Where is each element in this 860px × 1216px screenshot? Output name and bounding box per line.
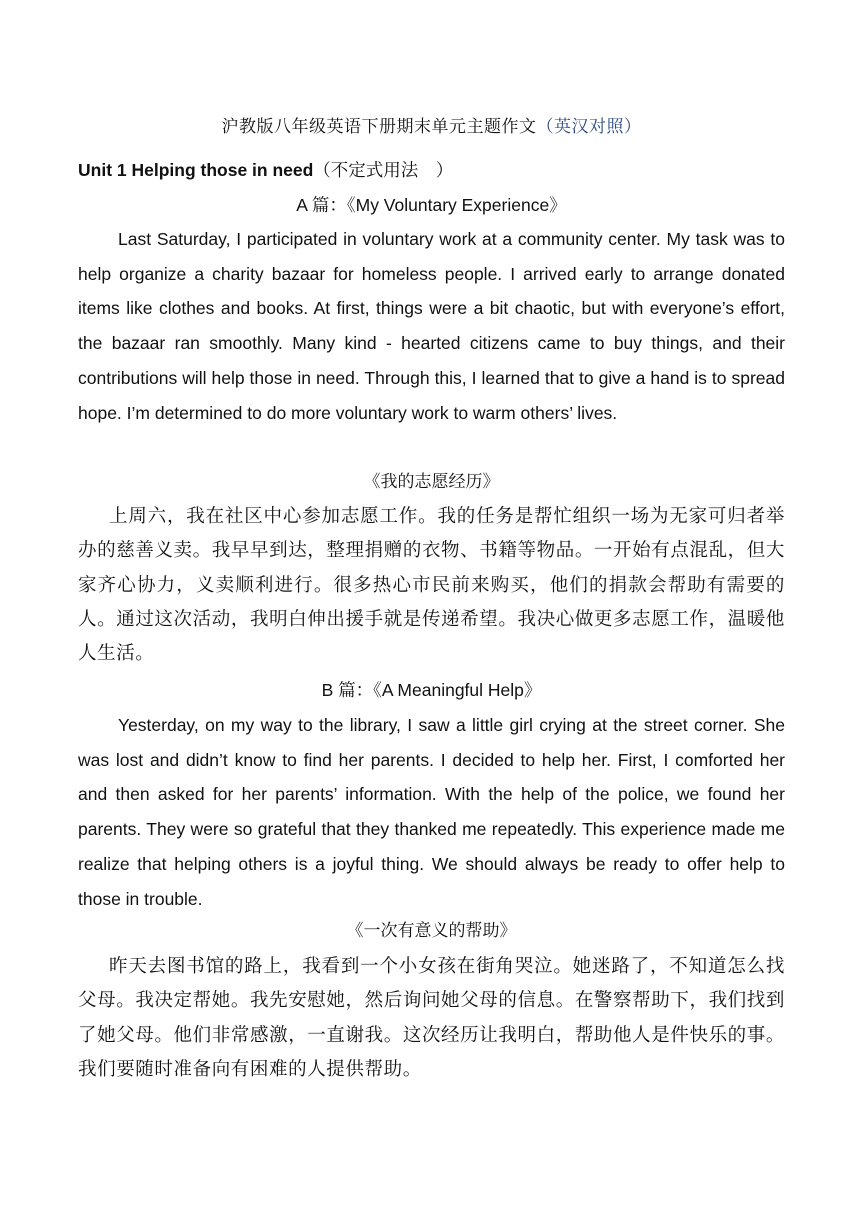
document-title — [78, 114, 785, 140]
section-a-heading: A 篇：《My Voluntary Experience》 — [296, 195, 567, 215]
unit-heading — [78, 157, 785, 184]
unit-heading-zh: （不定式用法 ） — [313, 161, 454, 181]
section-a-chinese-paragraph: 上周六，我在社区中心参加志愿工作。我的任务是帮忙组织一场为无家可归者举办的慈善义卖。我早早到达，整理捐赠的衣物、书籍等物品。一开始有点混乱，但大家齐心协力，义卖顺利进行。很多热心市民前来购买，他们的捐款会帮助有需要的人。通过这次活动，我明白伸出援手就是传递希望。我决心做更多志愿工作，温暖他人生活。 — [78, 506, 785, 665]
document-title-paren: （英汉对照） — [536, 117, 642, 137]
unit-heading-en: Unit 1 Helping those in need — [78, 160, 314, 180]
section-a-english-paragraph: Last Saturday, I participated in voluntary work at a community center. My task was to help organize a charity bazaar for homeless people. I arrived early to arrange donated items like clothes and books. At first, things were a bit chaotic, but with everyone’s effort, the bazaar ran smoothly. Many kind - hearted citizens came to buy things, and their contributions will help those in need. Through this, I learned that to give a hand is to spread hope. I’m determined to do more voluntary work to warm others’ lives. — [78, 229, 785, 423]
document-title-main: 沪教版八年级英语下册期末单元主题作文 — [221, 117, 537, 137]
section-b-chinese-paragraph: 昨天去图书馆的路上，我看到一个小女孩在街角哭泣。她迷路了，不知道怎么找父母。我决定帮她。我先安慰她，然后询问她父母的信息。在警察帮助下，我们找到了她父母。他们非常感激，一直谢我。这次经历让我明白，帮助他人是件快乐的事。我们要随时准备向有困难的人提供帮助。 — [78, 956, 785, 1080]
section-b-chinese-title: 《一次有意义的帮助》 — [346, 921, 517, 941]
section-a-chinese-title: 《我的志愿经历》 — [363, 472, 500, 492]
section-b-english-paragraph: Yesterday, on my way to the library, I saw a little girl crying at the street corner. She was lost and didn’t know to find her parents. I decided to help her. First, I comforted her and then asked for her parents’ information. With the help of the police, we found her parents. They were so grateful that they thanked me repeatedly. This experience made me realize that helping others is a joyful thing. We should always be ready to offer help to those in trouble. — [78, 715, 785, 909]
section-b-heading: B 篇：《A Meaningful Help》 — [321, 680, 542, 700]
